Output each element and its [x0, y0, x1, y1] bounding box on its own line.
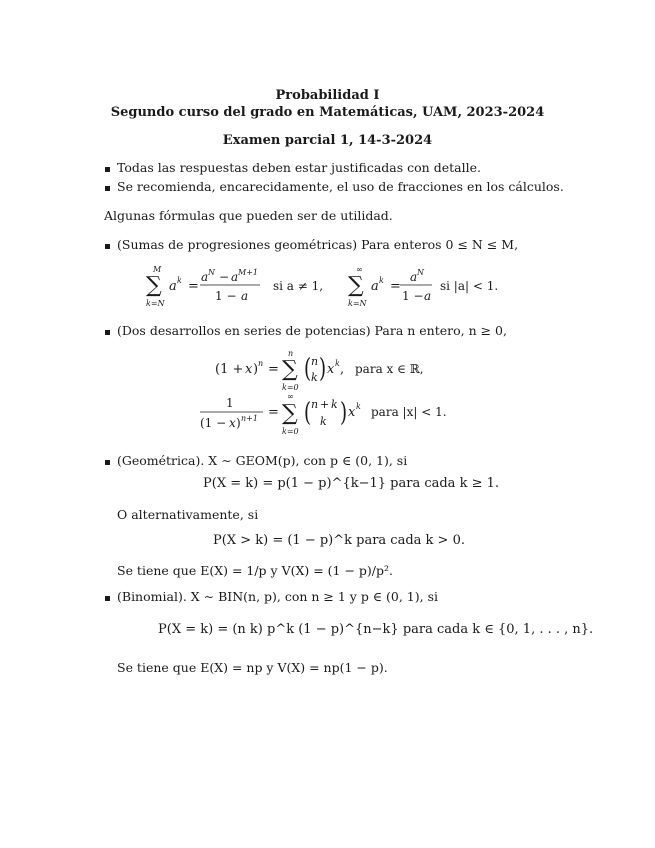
svg-text:N: N — [417, 268, 424, 277]
power-series-cond1: para x ∈ ℝ, — [355, 362, 424, 376]
svg-text:=: = — [268, 405, 279, 420]
geometric-sums-cond1: si a ≠ 1, — [273, 279, 324, 293]
instruction-1: Todas las respuestas deben estar justificadas con detalle. — [117, 160, 481, 175]
svg-text:k: k — [379, 276, 384, 285]
svg-text:): ) — [319, 353, 327, 384]
svg-text:x: x — [245, 362, 253, 377]
svg-text:−: − — [219, 270, 230, 284]
svg-text:k: k — [331, 398, 338, 411]
svg-text:x: x — [348, 405, 356, 420]
svg-text:): ) — [253, 362, 259, 377]
svg-text:k=N: k=N — [348, 299, 367, 308]
svg-text:k: k — [177, 276, 182, 285]
bullet-icon — [105, 596, 110, 601]
svg-text:k=0: k=0 — [282, 383, 299, 392]
svg-text:n+1: n+1 — [241, 414, 258, 423]
svg-text:): ) — [340, 397, 348, 428]
course-title: Probabilidad I — [275, 88, 380, 103]
svg-text:M: M — [153, 265, 162, 274]
geometric-sums-formula — [140, 260, 510, 315]
svg-text:n: n — [311, 398, 319, 411]
svg-text:1: 1 — [226, 396, 234, 410]
svg-text:n: n — [311, 355, 319, 368]
svg-text:a: a — [410, 270, 418, 284]
geometric-formula: P(X = k) = p(1 − p)^{k−1} para cada k ≥ 1. — [203, 476, 500, 491]
power-series-text: (Dos desarrollos en series de potencias) Para n entero, n ≥ 0, — [117, 323, 507, 338]
svg-text:k: k — [311, 371, 318, 384]
svg-text:k=0: k=0 — [282, 427, 299, 436]
svg-text:(1 −: (1 − — [200, 416, 227, 430]
svg-text:a: a — [371, 279, 379, 294]
svg-text:k=N: k=N — [146, 299, 165, 308]
geometric-moments: Se tiene que E(X) = 1/p y V(X) = (1 − p)/p². — [117, 563, 393, 578]
svg-text:N: N — [208, 268, 215, 277]
svg-text:∑: ∑ — [282, 357, 298, 382]
bullet-icon — [105, 244, 110, 249]
svg-text:∑: ∑ — [282, 401, 298, 426]
svg-text:x: x — [327, 362, 335, 377]
svg-text:x: x — [229, 416, 236, 430]
svg-text:=: = — [268, 362, 279, 377]
binomial-text: (Binomial). X ∼ BIN(n, p), con n ≥ 1 y p ∈ (0, 1), si — [117, 589, 438, 604]
svg-text:∞: ∞ — [287, 392, 294, 401]
svg-text:∞: ∞ — [356, 265, 363, 274]
bullet-icon — [105, 330, 110, 335]
svg-text:n: n — [288, 349, 294, 358]
intro-text: Algunas fórmulas que pueden ser de utilidad. — [104, 208, 393, 223]
svg-text:∑: ∑ — [348, 273, 364, 298]
bullet-icon — [105, 460, 110, 465]
course-subtitle: Segundo curso del grado en Matemáticas, UAM, 2023-2024 — [110, 105, 545, 120]
bullet-icon — [105, 167, 110, 172]
svg-text:k: k — [335, 359, 340, 368]
svg-text:): ) — [236, 416, 241, 430]
svg-text:(: ( — [304, 397, 312, 428]
binomial-formula: P(X = k) = (n k) p^k (1 − p)^{n−k} para cada k ∈ {0, 1, . . . , n}. — [158, 622, 594, 637]
geometric-text: (Geométrica). X ∼ GEOM(p), con p ∈ (0, 1), si — [117, 453, 408, 468]
svg-text:k: k — [356, 402, 361, 411]
geometric-sums-cond2: si |a| < 1. — [440, 279, 499, 293]
svg-text:n: n — [258, 359, 264, 368]
svg-text:a: a — [231, 270, 239, 284]
binomial-moments: Se tiene que E(X) = np y V(X) = np(1 − p). — [117, 660, 388, 675]
svg-text:1 −: 1 − — [215, 289, 237, 303]
svg-text:a: a — [201, 270, 209, 284]
svg-text:a: a — [169, 279, 177, 294]
svg-text:M+1: M+1 — [238, 268, 258, 277]
svg-text:+: + — [320, 398, 330, 411]
svg-text:=: = — [188, 279, 199, 294]
svg-text:,: , — [340, 362, 345, 377]
geometric-formula-2: P(X > k) = (1 − p)^k para cada k > 0. — [213, 533, 465, 548]
geometric-alt-text: O alternativamente, si — [117, 507, 259, 522]
svg-text:a: a — [424, 289, 432, 303]
geometric-sums-text: (Sumas de progresiones geométricas) Para enteros 0 ≤ N ≤ M, — [117, 237, 519, 252]
svg-text:k: k — [320, 415, 327, 428]
svg-text:(: ( — [304, 353, 312, 384]
exam-title: Examen parcial 1, 14-3-2024 — [222, 133, 433, 148]
power-series-cond2: para |x| < 1. — [371, 405, 447, 419]
power-series-formula — [195, 345, 455, 437]
svg-text:1 −: 1 − — [402, 289, 424, 303]
svg-text:(1 +: (1 + — [215, 362, 244, 377]
svg-text:=: = — [390, 279, 401, 294]
svg-text:a: a — [241, 289, 249, 303]
instruction-2: Se recomienda, encarecidamente, el uso de fracciones en los cálculos. — [117, 179, 564, 194]
svg-text:∑: ∑ — [146, 273, 162, 298]
bullet-icon — [105, 186, 110, 191]
